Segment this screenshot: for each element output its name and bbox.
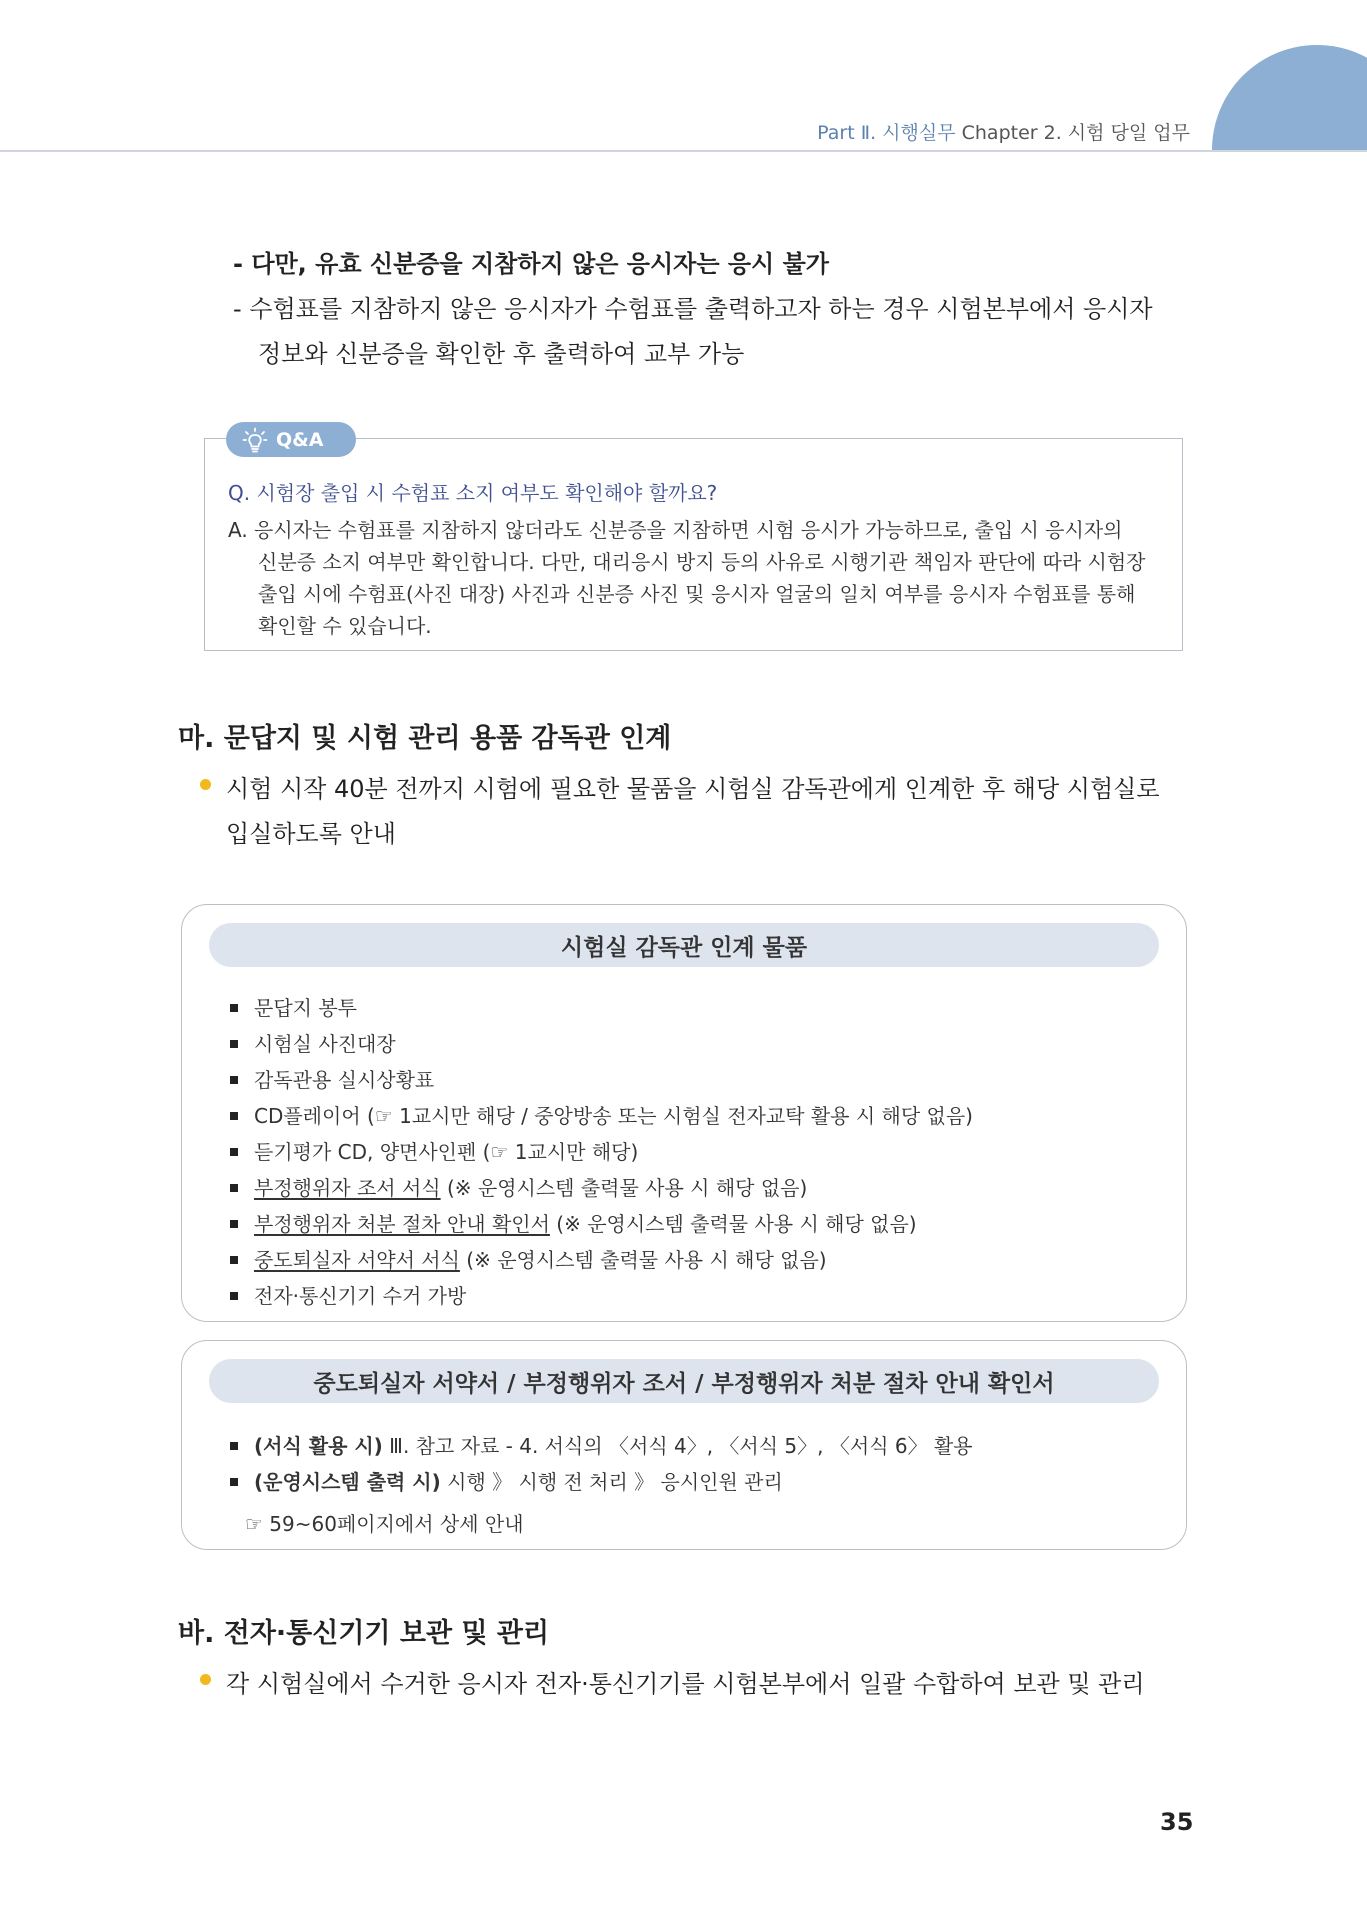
section-ma-bullet-line-2: 입실하도록 안내 (226, 820, 396, 848)
intro-line-1: - 다만, 유효 신분증을 지참하지 않은 응시자는 응시 불가 (233, 250, 829, 278)
list-item: 감독관용 실시상황표 (230, 1064, 434, 1093)
qa-badge-label: Q&A (276, 428, 324, 451)
header-rule (0, 150, 1367, 152)
qa-answer-line-4: 확인할 수 있습니다. (258, 614, 432, 638)
forms-panel-title: 중도퇴실자 서약서 / 부정행위자 조서 / 부정행위자 처분 절차 안내 확인서 (209, 1359, 1159, 1403)
qa-answer-line-2: 신분증 소지 여부만 확인합니다. 다만, 대리응시 방지 등의 사유로 시행기관 책임자 판단에 따라 시험장 (258, 550, 1146, 574)
list-item: CD플레이어 (☞ 1교시만 해당 / 중앙방송 또는 시험실 전자교탁 활용 시 해당 없음) (230, 1100, 973, 1129)
header-part: Part Ⅱ. 시행실무 (817, 122, 956, 144)
section-title-ba: 바. 전자·통신기기 보관 및 관리 (178, 1618, 550, 1649)
header-mask (1200, 151, 1367, 271)
intro-line-3: 정보와 신분증을 확인한 후 출력하여 교부 가능 (258, 340, 745, 368)
bullet-dot (200, 779, 211, 790)
header-chapter: Chapter 2. 시험 당일 업무 (961, 122, 1190, 144)
list-item: 전자·통신기기 수거 가방 (230, 1280, 466, 1309)
list-item: 부정행위자 처분 절차 안내 확인서 (※ 운영시스템 출력물 사용 시 해당 없음) (230, 1208, 917, 1237)
qa-question: Q. 시험장 출입 시 수험표 소지 여부도 확인해야 할까요? (228, 481, 718, 505)
list-item: (서식 활용 시) Ⅲ. 참고 자료 - 4. 서식의 〈서식 4〉, 〈서식 5〉, 〈서식 6〉 활용 (230, 1430, 973, 1459)
section-ba-bullet-line-1: 각 시험실에서 수거한 응시자 전자·통신기기를 시험본부에서 일괄 수합하여 보관 및 관리 (226, 1670, 1145, 1698)
page-number: 35 (1160, 1808, 1194, 1836)
lightbulb-icon (242, 427, 268, 453)
list-item: 시험실 사진대장 (230, 1028, 396, 1057)
list-item: 부정행위자 조서 서식 (※ 운영시스템 출력물 사용 시 해당 없음) (230, 1172, 807, 1201)
form-link-cheating-report: 부정행위자 조서 서식 (254, 1176, 441, 1200)
list-item: 듣기평가 CD, 양면사인펜 (☞ 1교시만 해당) (230, 1136, 638, 1165)
qa-answer-line-3: 출입 시에 수험표(사진 대장) 사진과 신분증 사진 및 응시자 얼굴의 일치 여부를 응시자 수험표를 통해 (258, 582, 1136, 606)
page-reference: ☞ 59~60페이지에서 상세 안내 (245, 1512, 524, 1536)
list-item: 중도퇴실자 서약서 서식 (※ 운영시스템 출력물 사용 시 해당 없음) (230, 1244, 827, 1273)
bullet-dot (200, 1674, 211, 1685)
intro-line-2: - 수험표를 지참하지 않은 응시자가 수험표를 출력하고자 하는 경우 시험본부에서 응시자 (233, 295, 1153, 323)
list-item: (운영시스템 출력 시) 시행 》 시행 전 처리 》 응시인원 관리 (230, 1466, 783, 1495)
qa-badge (226, 422, 356, 457)
form-link-disposition-confirmation: 부정행위자 처분 절차 안내 확인서 (254, 1212, 550, 1236)
section-title-ma: 마. 문답지 및 시험 관리 용품 감독관 인계 (178, 723, 672, 754)
qa-answer-line-1: A. 응시자는 수험표를 지참하지 않더라도 신분증을 지참하면 시험 응시가 가능하므로, 출입 시 응시자의 (228, 518, 1123, 542)
handover-items-panel-title: 시험실 감독관 인계 물품 (209, 923, 1159, 967)
section-ma-bullet-line-1: 시험 시작 40분 전까지 시험에 필요한 물품을 시험실 감독관에게 인계한 후 해당 시험실로 (226, 775, 1160, 803)
form-link-early-leave-pledge: 중도퇴실자 서약서 서식 (254, 1248, 460, 1272)
running-header (817, 118, 1190, 145)
list-item: 문답지 봉투 (230, 992, 357, 1021)
